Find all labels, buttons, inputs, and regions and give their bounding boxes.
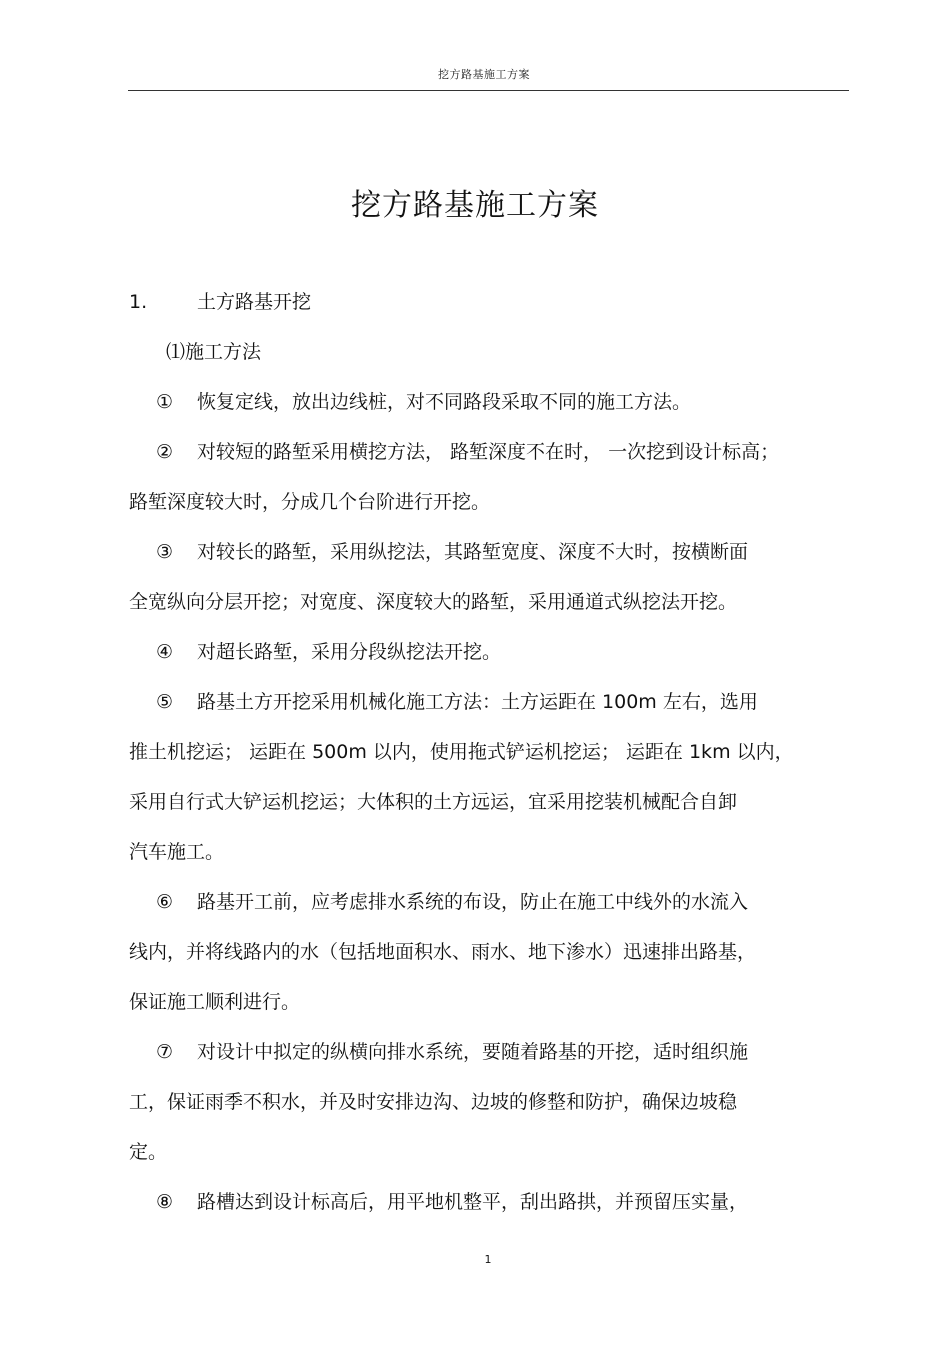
list-item-text: 路堑深度较大时，分成几个台阶进行开挖。 [129,491,491,513]
list-item-marker: ⑤ [156,691,174,713]
list-item-marker: ⑦ [156,1041,174,1063]
list-item-text: 汽车施工。 [129,841,225,863]
list-item-text: 路槽达到设计标高后，用平地机整平，刮出路拱，并预留压实量， [197,1191,749,1213]
running-header: 挖方路基施工方案 [438,68,530,81]
list-item-text: 路基开工前，应考虑排水系统的布设，防止在施工中线外的水流入 [197,891,749,913]
list-item-text: 采用自行式大铲运机挖运；大体积的土方远运，宜采用挖装机械配合自卸 [129,791,738,813]
list-item-text: 对较长的路堑，采用纵挖法，其路堑宽度、深度不大时，按横断面 [197,541,749,563]
list-item-text: 恢复定线，放出边线桩，对不同路段采取不同的施工方法。 [197,391,692,413]
section-number: 1. [129,291,148,313]
list-item-marker: ① [156,391,174,413]
list-item-marker: ⑥ [156,891,174,913]
list-item-text: 对较短的路堑采用横挖方法， 路堑深度不在时， 一次挖到设计标高； [197,441,780,463]
list-item-text: 工，保证雨季不积水，并及时安排边沟、边坡的修整和防护，确保边坡稳 [129,1091,738,1113]
list-item-text: 对超长路堑，采用分段纵挖法开挖。 [197,641,502,663]
list-item-text: 对设计中拟定的纵横向排水系统，要随着路基的开挖，适时组织施 [197,1041,749,1063]
list-item-marker: ③ [156,541,174,563]
list-item-marker: ② [156,441,174,463]
list-item-text: 路基土方开挖采用机械化施工方法：土方运距在 100m 左右，选用 [197,691,758,713]
document-title: 挖方路基施工方案 [351,188,599,223]
list-item-text: 全宽纵向分层开挖；对宽度、深度较大的路堑，采用通道式纵挖法开挖。 [129,591,738,613]
list-item-text: 定。 [129,1141,168,1163]
list-item-text: 保证施工顺利进行。 [129,991,301,1013]
list-item-marker: ④ [156,641,174,663]
list-item-text: 推土机挖运； 运距在 500m 以内，使用拖式铲运机挖运； 运距在 1km 以内， [129,741,794,763]
list-item-text: 线内，并将线路内的水（包括地面积水、雨水、地下渗水）迅速排出路基， [129,941,757,963]
header-rule [128,90,849,91]
subsection-heading: ⑴施工方法 [166,341,262,363]
section-heading: 土方路基开挖 [197,291,312,313]
page-number: 1 [484,1253,492,1266]
list-item-marker: ⑧ [156,1191,174,1213]
